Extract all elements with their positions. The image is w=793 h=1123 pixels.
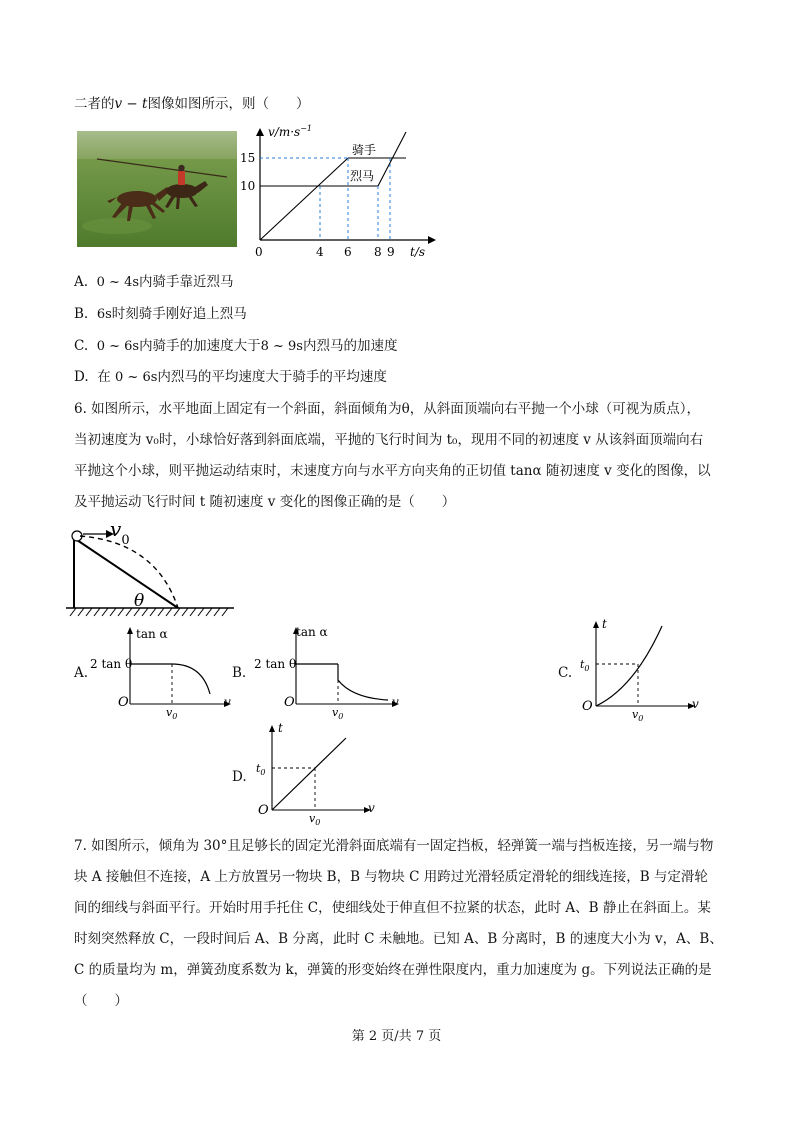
q6-option-d-label[interactable]: D. [232,769,247,785]
svg-text:tan α: tan α [296,625,328,639]
svg-text:2 tan θ: 2 tan θ [90,657,133,671]
x-axis-arrow [428,236,436,244]
q6-text-line-3: 平抛这个小球，则平抛运动结束时，末速度方向与水平方向夹角的正切值 tanα 随初速度 v 变化的图像，以 [74,463,711,479]
q6-text-line-4: 及平抛运动飞行时间 t 随初速度 v 变化的图像正确的是（ ） [74,494,456,510]
q6-option-c-label[interactable]: C. [558,665,573,681]
horse-line-2 [378,132,406,186]
svg-text:t0: $t_0$ [580,658,590,673]
q5-option-a[interactable]: A. 0 ~ 4s内骑手靠近烈马 [74,274,234,290]
svg-text:v: v [392,695,399,709]
q6-text-line-2: 当初速度为 v₀时，小球恰好落到斜面底端，平抛的飞行时间为 t₀，现用不同的初速度 v 从该斜面顶端向右 [74,432,704,448]
theta-label: θ [134,591,145,611]
q6-graph-b[interactable] [252,622,407,722]
svg-text:v0: $v_0$ [166,706,178,721]
q7-text-line-1: 7. 如图所示，倾角为 30°且足够长的固定光滑斜面底端有一固定挡板，轻弹簧一端与挡板连接，另一端与物 [74,838,714,854]
series-rider-label: 骑手 [352,143,377,157]
y-tick-15: 15 [240,151,256,165]
vt-graph [238,122,438,264]
svg-text:v: v [224,695,231,709]
x-tick-9: 9 [387,245,395,259]
q6-option-a-label[interactable]: A. [74,665,89,681]
q6-text-line-1: 6. 如图所示，水平地面上固定有一个斜面，斜面倾角为θ，从斜面顶端向右平抛一个小球（可视为质点）， [74,401,701,417]
y-axis-arrow [256,128,264,136]
v0-label: $v_0$ [110,520,130,548]
svg-text:t: t [602,618,607,631]
svg-text:v0: $v_0$ [632,708,644,723]
svg-text:v: v [368,801,375,815]
horse-rider-photo [77,131,237,247]
svg-text:t: t [278,722,283,735]
svg-text:tan α: tan α [136,627,168,641]
svg-text:O: O [284,695,295,710]
q7-text-line-5: C 的质量均为 m，弹簧劲度系数为 k，弹簧的形变始终在弹性限度内，重力加速度为 g。下列说法正确的是 [74,962,712,978]
q7-text-line-3: 间的细线与斜面平行。开始时用手托住 C，使细线处于伸直但不拉紧的状态，此时 A、B 静止在斜面上。某 [74,900,711,916]
x-axis-label: t/s [410,245,426,259]
q6-graph-c[interactable] [578,618,703,724]
svg-text:v0: $v_0$ [309,812,321,827]
q6-option-b-label[interactable]: B. [232,665,247,681]
x-tick-6: 6 [344,245,352,259]
page-footer: 第 2 页/共 7 页 [351,1029,442,1044]
svg-text:v0: $v_0$ [332,706,344,721]
svg-text:O: O [582,699,593,714]
x-tick-8: 8 [374,245,382,259]
svg-text:O: O [258,803,269,818]
q5-intro: 二者的v − t图像如图所示，则（ ） [74,96,310,112]
q6-graph-d[interactable] [252,722,382,828]
q7-text-line-2: 块 A 接触但不连接，A 上方放置另一物块 B，B 与物块 C 用跨过光滑轻质定滑轮的细线连接，B 与定滑轮 [74,869,708,885]
series-horse-label: 烈马 [350,169,375,183]
q6-graph-a[interactable] [88,622,238,722]
q5-option-b[interactable]: B. 6s时刻骑手刚好追上烈马 [74,306,247,322]
q5-option-c[interactable]: C. 0 ~ 6s内骑手的加速度大于8 ~ 9s内烈马的加速度 [74,338,398,354]
q7-text-line-6: （ ） [74,993,128,1009]
q7-text-line-4: 时刻突然释放 C，一段时间后 A、B 分离，此时 C 未触地。已知 A、B 分离时，B 的速度大小为 v，A、B、 [74,931,723,947]
x-tick-4: 4 [316,245,324,259]
svg-text:O: O [118,695,129,710]
y-axis-label: $v/m\cdot s^{-1}$ [268,124,312,139]
rider-line-1 [260,158,348,240]
svg-text:v: v [692,697,699,711]
svg-text:2 tan θ: 2 tan θ [254,657,297,671]
incline-figure [66,520,241,620]
q5-option-d[interactable]: D. 在 0 ~ 6s内烈马的平均速度大于骑手的平均速度 [74,369,387,385]
svg-text:t0: $t_0$ [256,762,266,777]
y-tick-10: 10 [240,179,256,193]
x-tick-0: 0 [255,245,263,259]
